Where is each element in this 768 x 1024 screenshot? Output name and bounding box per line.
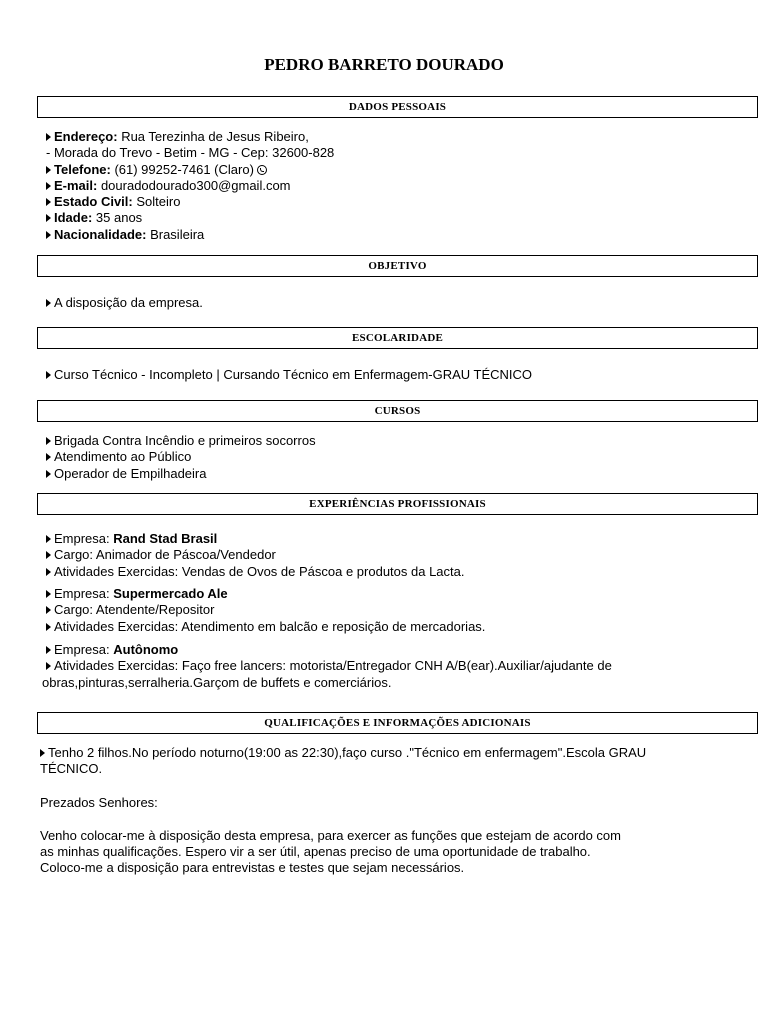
estado-civil-value: Solteiro xyxy=(132,194,181,210)
bullet-arrow-icon xyxy=(46,453,51,461)
bullet-arrow-icon xyxy=(46,470,51,478)
job-3 xyxy=(42,642,646,691)
section-header-experiencias: EXPERIÊNCIAS PROFISSIONAIS xyxy=(37,493,758,515)
section-header-qualificacoes: QUALIFICAÇÕES E INFORMAÇÕES ADICIONAIS xyxy=(37,712,758,734)
curso-text: Operador de Empilhadeira xyxy=(54,465,207,481)
empresa-prefix: Empresa: xyxy=(54,531,114,546)
endereco-line xyxy=(46,129,746,145)
bullet-arrow-icon xyxy=(46,166,51,174)
job-1 xyxy=(46,531,746,580)
bullet-arrow-icon xyxy=(46,371,51,379)
section-header-objetivo: OBJETIVO xyxy=(37,255,758,277)
atividades-value: Vendas de Ovos de Páscoa e produtos da Lacta. xyxy=(181,563,465,579)
empresa-prefix: Empresa: xyxy=(54,586,114,601)
job-empresa-line xyxy=(46,531,746,547)
qualificacoes-text: Tenho 2 filhos.No período noturno(19:00 as 22:30),faço curso ."Técnico em enfermagem".Escola GRAU TÉCNICO. xyxy=(40,745,647,777)
objetivo-block xyxy=(46,295,746,311)
job-atividades-line xyxy=(42,658,662,691)
email-line xyxy=(46,178,746,194)
job-empresa-line xyxy=(46,586,746,602)
atividades-value: Faço free lancers: motorista/Entregador CNH A/B(ear).Auxiliar/ajudante de obras,pinturas,serralheria.Garçom de buffets e comerciários. xyxy=(42,658,612,690)
curso-text: Brigada Contra Incêndio e primeiros socorros xyxy=(54,433,316,448)
atividades-prefix: Atividades Exercidas: xyxy=(54,658,182,674)
job-empresa-line xyxy=(46,642,646,658)
email-label: E-mail: xyxy=(54,177,98,193)
whatsapp-icon xyxy=(257,165,267,175)
section-header-escolaridade: ESCOLARIDADE xyxy=(37,327,758,349)
telefone-line xyxy=(46,162,746,178)
bullet-arrow-icon xyxy=(46,299,51,307)
bullet-arrow-icon xyxy=(46,133,51,141)
curso-text: Atendimento ao Público xyxy=(54,449,192,465)
atividades-prefix: Atividades Exercidas: xyxy=(54,563,182,579)
cargo-prefix: Cargo: xyxy=(54,547,96,563)
empresa-name: Supermercado Ale xyxy=(113,586,228,601)
cargo-prefix: Cargo: xyxy=(54,602,96,618)
atividades-prefix: Atividades Exercidas: xyxy=(54,618,182,634)
bullet-arrow-icon xyxy=(46,568,51,576)
bullet-arrow-icon xyxy=(46,623,51,631)
endereco-line-2: - Morada do Trevo - Betim - MG - Cep: 32600-828 xyxy=(46,145,335,161)
escolaridade-block xyxy=(46,367,746,383)
bullet-arrow-icon xyxy=(46,535,51,543)
bullet-arrow-icon xyxy=(46,182,51,190)
bullet-arrow-icon xyxy=(40,749,45,757)
bullet-arrow-icon xyxy=(46,437,51,445)
email-value: douradodourado300@gmail.com xyxy=(97,177,291,193)
bullet-arrow-icon xyxy=(46,198,51,206)
carta-paragrafo: Venho colocar-me à disposição desta empresa, para exercer as funções que estejam de acordo com as minhas qualificações. Espero vir a ser útil, apenas preciso de uma oportunidade de trabalho. Coloco-me a disposição para entrevistas e testes que sejam necessários. xyxy=(40,827,621,876)
idade-value: 35 anos xyxy=(92,210,143,226)
bullet-arrow-icon xyxy=(46,646,51,654)
empresa-prefix: Empresa: xyxy=(54,642,114,657)
cargo-value: Atendente/Repositor xyxy=(95,602,215,618)
empresa-name: Rand Stad Brasil xyxy=(113,531,218,546)
bullet-arrow-icon xyxy=(46,606,51,614)
job-atividades-line xyxy=(46,619,746,635)
qualificacoes-block xyxy=(40,745,680,877)
section-header-dados-pessoais: DADOS PESSOAIS xyxy=(37,96,758,118)
estado-civil-label: Estado Civil: xyxy=(54,194,133,210)
saudacao: Prezados Senhores: xyxy=(40,794,158,810)
telefone-label: Telefone: xyxy=(54,161,111,177)
job-cargo-line xyxy=(46,602,746,618)
bullet-arrow-icon xyxy=(46,590,51,598)
cargo-value: Animador de Páscoa/Vendedor xyxy=(95,547,276,563)
bullet-arrow-icon xyxy=(46,551,51,559)
escolaridade-text: Curso Técnico - Incompleto | Cursando Técnico em Enfermagem-GRAU TÉCNICO xyxy=(54,367,533,382)
bullet-arrow-icon xyxy=(46,214,51,222)
bullet-arrow-icon xyxy=(46,662,51,670)
list-item xyxy=(46,433,746,449)
escolaridade-item xyxy=(46,367,746,383)
atividades-value: Atendimento em balcão e reposição de mercadorias. xyxy=(181,618,486,634)
nacionalidade-line xyxy=(46,227,746,243)
job-atividades-line xyxy=(46,564,746,580)
bullet-arrow-icon xyxy=(46,231,51,239)
list-item xyxy=(46,466,746,482)
dados-pessoais-block xyxy=(46,129,746,243)
idade-label: Idade: xyxy=(54,210,93,226)
empresa-name: Autônomo xyxy=(113,642,179,657)
candidate-name: PEDRO BARRETO DOURADO xyxy=(264,55,504,74)
nacionalidade-label: Nacionalidade: xyxy=(54,226,147,242)
job-cargo-line xyxy=(46,547,746,563)
endereco-label: Endereço: xyxy=(54,129,118,144)
objetivo-text: A disposição da empresa. xyxy=(54,295,203,310)
objetivo-item xyxy=(46,295,746,311)
estado-civil-line xyxy=(46,194,746,210)
qualificacoes-item xyxy=(40,745,680,778)
telefone-value: (61) 99252-7461 (Claro) xyxy=(110,161,254,177)
cursos-block xyxy=(46,433,746,482)
job-2 xyxy=(46,586,746,635)
idade-line xyxy=(46,210,746,226)
endereco-value: Rua Terezinha de Jesus Ribeiro, xyxy=(117,129,309,144)
section-header-cursos: CURSOS xyxy=(37,400,758,422)
nacionalidade-value: Brasileira xyxy=(146,226,205,242)
list-item xyxy=(46,449,746,465)
